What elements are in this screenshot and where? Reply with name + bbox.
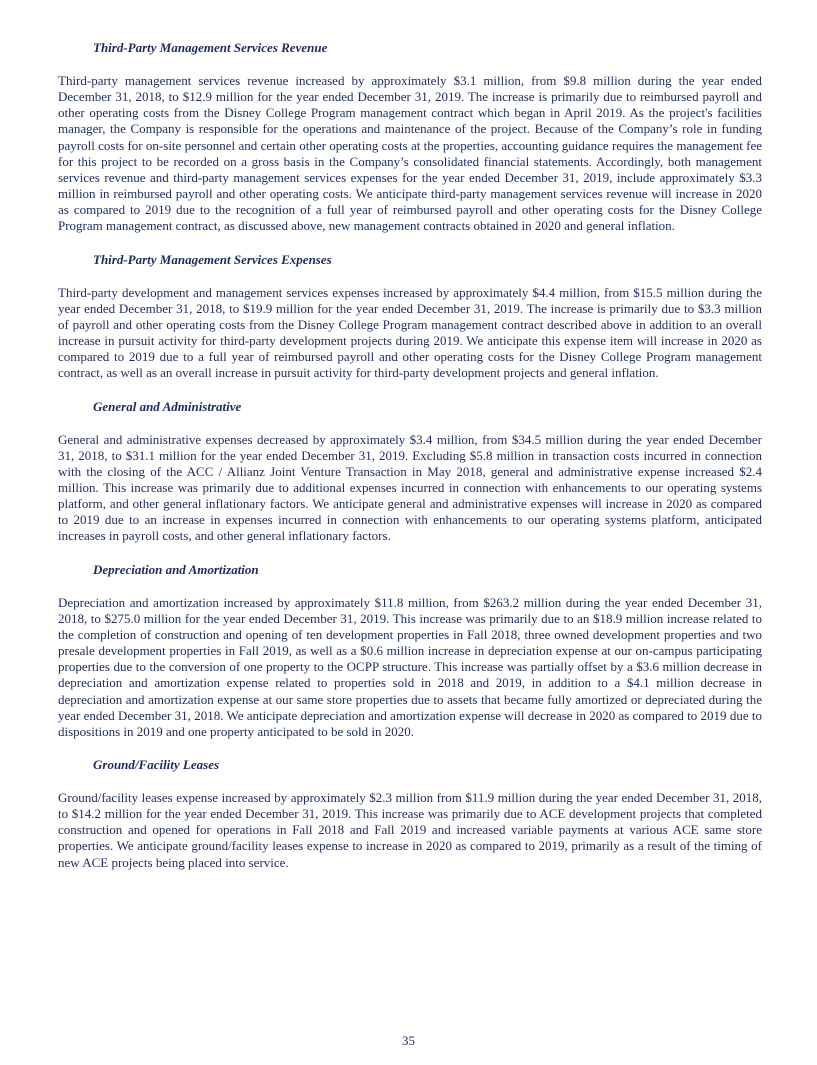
section-third-party-management-services-revenue (58, 40, 762, 235)
section-depreciation-and-amortization (58, 562, 762, 740)
document-page (58, 40, 762, 888)
section-heading: General and Administrative (93, 398, 242, 414)
section-paragraph: Depreciation and amortization increased by approximately $11.8 million, from $263.2 million during the year ended December 31, 2018, to $275.0 million for the year ended December 31, 2019. This increase was primarily due to an $18.9 million increase related to the completion of construction and opening of ten development properties in Fall 2018, three owned development properties and two presale development properties in Fall 2019, as well as a $0.6 million increase in depreciation expense at our on-campus participating properties due to the conversion of one property to the OCPP structure. This increase was partially offset by a $3.6 million decrease in depreciation and amortization expense related to properties sold in 2018 and 2019, in addition to a $4.1 million decrease in depreciation and amortization expense at our same store properties due to assets that became fully amortized or depreciated during the year ended December 31, 2018. We anticipate depreciation and amortization expense will decrease in 2020 as compared to 2019 due to dispositions in 2019 and one property anticipated to be sold in 2020. (58, 594, 762, 739)
section-heading: Third-Party Management Services Expenses (93, 251, 332, 267)
section-paragraph: General and administrative expenses decreased by approximately $3.4 million, from $34.5 million during the year ended December 31, 2018, to $31.1 million for the year ended December 31, 2019. Excluding $5.8 million in transaction costs incurred in connection with the closing of the ACC / Allianz Joint Venture Transaction in May 2018, general and administrative expense increased $2.4 million. This increase was primarily due to additional expenses incurred in connection with enhancements to our operating systems platform, and other general inflationary factors. We anticipate general and administrative expenses will increase in 2020 as compared to 2019 due to an increase in expenses incurred in connection with enhancements to our operating systems platform, anticipated increases in payroll costs, and other general inflationary factors. (58, 431, 762, 544)
section-heading: Ground/Facility Leases (93, 757, 220, 772)
section-ground-facility-leases (58, 757, 762, 871)
section-heading: Depreciation and Amortization (93, 561, 259, 577)
section-paragraph: Third-party development and management services expenses increased by approximately $4.4 million, from $15.5 million during the year ended December 31, 2018, to $19.9 million for the year ended December 31, 2019. The increase is primarily due to $3.3 million of payroll and other operating costs from the Disney College Program management contract described above in addition to an overall increase in pursuit activity for third-party development projects during 2019. We anticipate this expense item will increase in 2020 as compared to 2019 due to a full year of reimbursed payroll and other operating costs for the Disney College Program management contract, as well as an overall increase in pursuit activity for third-party development projects and general inflation. (58, 284, 762, 381)
section-third-party-management-services-expenses (58, 252, 762, 382)
section-paragraph: Third-party management services revenue increased by approximately $3.1 million, from $9.8 million during the year ended December 31, 2018, to $12.9 million for the year ended December 31, 2019. The increase is primarily due to reimbursed payroll and other operating costs from the Disney College Program management contract which began in April 2019. As the project's facilities manager, the Company is responsible for the operations and maintenance of the project. Because of the Company’s role in funding payroll costs for on-site personnel and certain other operating costs at the properties, accounting guidance requires the management fee for this project to be recorded on a gross basis in the Company’s consolidated financial statements. Accordingly, both management services revenue and third-party management services expenses for the year ended December 31, 2019, include approximately $3.3 million in reimbursed payroll and other operating costs. We anticipate third-party management services revenue will increase in 2020 as compared to 2019 due to the recognition of a full year of reimbursed payroll and other operating costs for the Disney College Program management contract, as discussed above, new management contracts obtained in 2020 and general inflation. (58, 73, 762, 234)
section-paragraph: Ground/facility leases expense increased by approximately $2.3 million from $11.9 million during the year ended December 31, 2018, to $14.2 million for the year ended December 31, 2019. This increase was primarily due to ACE development projects that completed construction and opened for operations in Fall 2018 and Fall 2019 and increased variable payments at various ACE same store properties. We anticipate ground/facility leases expense to increase in 2020 as compared to 2019, primarily as a result of the timing of new ACE projects being placed into service. (58, 790, 762, 870)
section-heading: Third-Party Management Services Revenue (93, 40, 328, 55)
page-number: 35 (402, 1033, 415, 1048)
section-general-and-administrative (58, 399, 762, 545)
